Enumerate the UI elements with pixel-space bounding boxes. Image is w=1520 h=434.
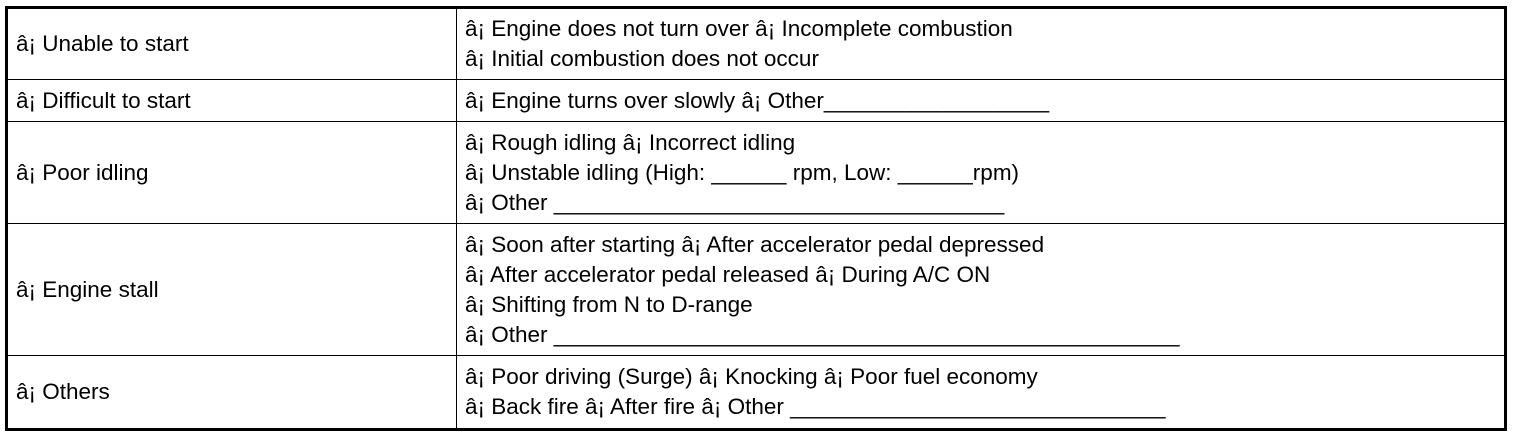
symptom-label: â¡ Difficult to start xyxy=(7,80,457,122)
detail-line: â¡ Other __________________________________________________ xyxy=(465,321,1180,347)
table-row xyxy=(7,80,1506,122)
symptom-details xyxy=(457,8,1506,80)
detail-line: â¡ Back fire â¡ After fire â¡ Other ______________________________ xyxy=(465,394,1166,419)
symptom-label: â¡ Others xyxy=(7,356,457,430)
table-row xyxy=(7,122,1506,224)
table-row xyxy=(7,356,1506,430)
detail-line: â¡ Soon after starting â¡ After accelerator pedal depressed xyxy=(465,231,1045,257)
detail-line: â¡ Initial combustion does not occur xyxy=(465,46,819,71)
detail-line: â¡ Poor driving (Surge) â¡ Knocking â¡ Poor fuel economy xyxy=(465,364,1038,389)
detail-line: â¡ Other ____________________________________ xyxy=(465,189,1005,215)
symptom-details xyxy=(457,224,1506,356)
table-row xyxy=(7,8,1506,80)
symptom-label: â¡ Engine stall xyxy=(7,224,457,356)
detail-line: â¡ Engine turns over slowly â¡ Other__________________ xyxy=(465,87,1050,113)
symptom-details xyxy=(457,122,1506,224)
detail-line: â¡ Unstable idling (High: ______ rpm, Low: ______rpm) xyxy=(465,159,1020,185)
symptom-label: â¡ Poor idling xyxy=(7,122,457,224)
symptom-table xyxy=(5,6,1507,431)
symptom-details xyxy=(457,80,1506,122)
detail-line: â¡ After accelerator pedal released â¡ During A/C ON xyxy=(465,261,991,287)
table-row xyxy=(7,224,1506,356)
symptom-details xyxy=(457,356,1506,430)
detail-line: â¡ Rough idling â¡ Incorrect idling xyxy=(465,129,796,155)
detail-line: â¡ Engine does not turn over â¡ Incomplete combustion xyxy=(465,16,1013,41)
detail-line: â¡ Shifting from N to D-range xyxy=(465,291,753,317)
symptom-label: â¡ Unable to start xyxy=(7,8,457,80)
